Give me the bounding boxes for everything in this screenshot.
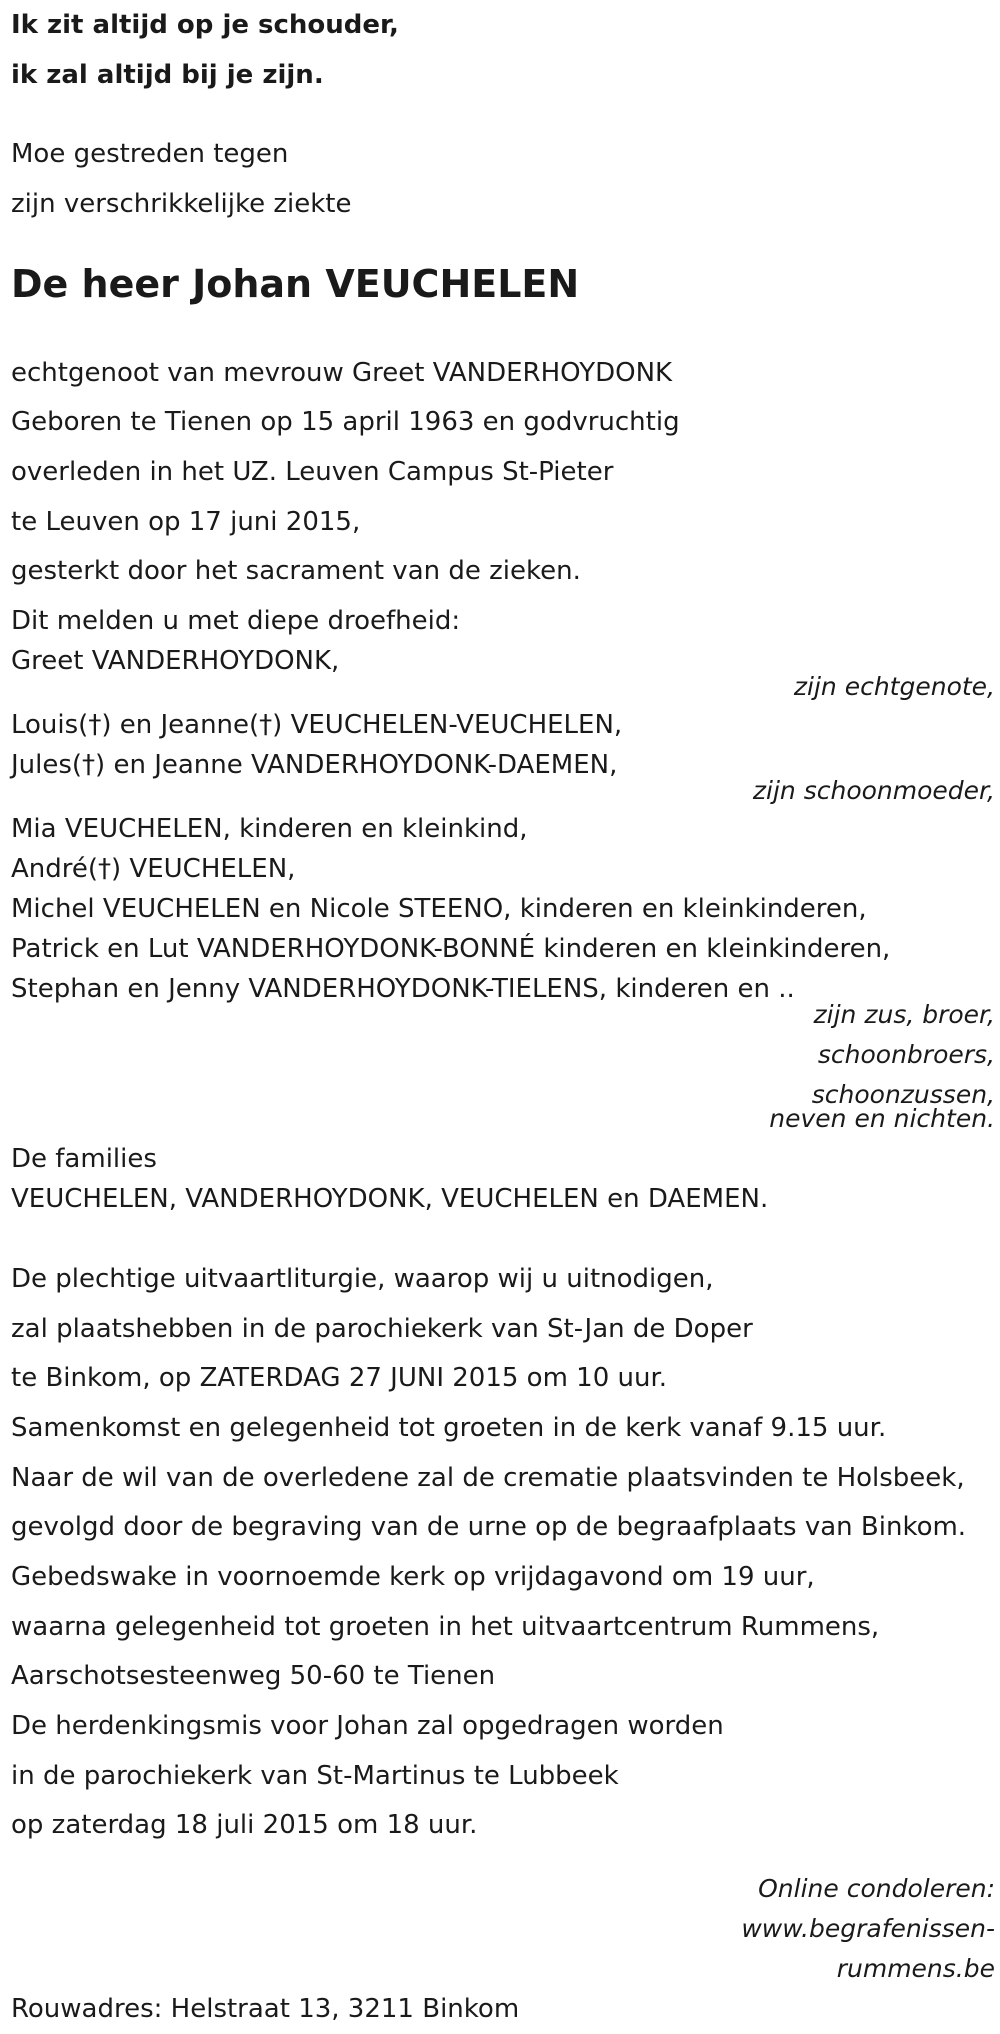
online-condolence-label: Online condoleren: xyxy=(758,1874,995,1903)
ceremony-line: gevolgd door de begraving van de urne op de begraafplaats van Binkom. xyxy=(11,1512,967,1542)
families-names: VEUCHELEN, VANDERHOYDONK, VEUCHELEN en DAEMEN. xyxy=(11,1184,769,1214)
mourner-sibling-line: Mia VEUCHELEN, kinderen en kleinkind, xyxy=(11,814,528,844)
mourner-inlaws-line-2: Jules(†) en Jeanne VANDERHOYDONK-DAEMEN, xyxy=(11,750,618,780)
mourner-sibling-relation: zijn zus, broer, xyxy=(813,1000,995,1029)
online-condolence-url[interactable]: www.begrafenissen- xyxy=(741,1914,995,1943)
detail-line: Dit melden u met diepe droefheid: xyxy=(11,606,461,636)
mourner-sibling-line: Michel VEUCHELEN en Nicole STEENO, kinderen en kleinkinderen, xyxy=(11,894,867,924)
mourner-sibling-line: André(†) VEUCHELEN, xyxy=(11,854,296,884)
ceremony-line: De plechtige uitvaartliturgie, waarop wij u uitnodigen, xyxy=(11,1264,714,1294)
detail-line: Geboren te Tienen op 15 april 1963 en godvruchtig xyxy=(11,407,680,437)
intro-line-1: Moe gestreden tegen xyxy=(11,139,289,169)
families-label: De families xyxy=(11,1144,157,1174)
detail-line: te Leuven op 17 juni 2015, xyxy=(11,507,361,537)
ceremony-line: Gebedswake in voornoemde kerk op vrijdagavond om 19 uur, xyxy=(11,1562,815,1592)
ceremony-line: Samenkomst en gelegenheid tot groeten in de kerk vanaf 9.15 uur. xyxy=(11,1413,887,1443)
ceremony-line: op zaterdag 18 juli 2015 om 18 uur. xyxy=(11,1810,478,1840)
ceremony-line: waarna gelegenheid tot groeten in het uitvaartcentrum Rummens, xyxy=(11,1612,880,1642)
ceremony-line: in de parochiekerk van St-Martinus te Lubbeek xyxy=(11,1761,619,1791)
mourner-sibling-line: Patrick en Lut VANDERHOYDONK-BONNÉ kinderen en kleinkinderen, xyxy=(11,934,891,964)
mourning-address: Rouwadres: Helstraat 13, 3211 Binkom xyxy=(11,1994,520,2024)
detail-line: echtgenoot van mevrouw Greet VANDERHOYDONK xyxy=(11,358,673,388)
quote-line-1: Ik zit altijd op je schouder, xyxy=(11,10,399,40)
mourner-inlaws-line-1: Louis(†) en Jeanne(†) VEUCHELEN-VEUCHELEN, xyxy=(11,710,623,740)
mourner-sibling-relation: schoonbroers, xyxy=(817,1040,995,1069)
mourner-sibling-line: Stephan en Jenny VANDERHOYDONK-TIELENS, kinderen en .. xyxy=(11,974,795,1004)
deceased-name: De heer Johan VEUCHELEN xyxy=(11,262,580,306)
ceremony-line: De herdenkingsmis voor Johan zal opgedragen worden xyxy=(11,1711,724,1741)
mourner-inlaws-relation: zijn schoonmoeder, xyxy=(752,776,995,805)
ceremony-line: Naar de wil van de overledene zal de crematie plaatsvinden te Holsbeek, xyxy=(11,1463,965,1493)
ceremony-line: Aarschotsesteenweg 50-60 te Tienen xyxy=(11,1661,496,1691)
mourner-spouse-name: Greet VANDERHOYDONK, xyxy=(11,646,340,676)
mourner-sibling-relation: neven en nichten. xyxy=(769,1104,995,1133)
detail-line: gesterkt door het sacrament van de zieken. xyxy=(11,556,581,586)
online-condolence-url[interactable]: rummens.be xyxy=(836,1954,995,1983)
ceremony-line: te Binkom, op ZATERDAG 27 JUNI 2015 om 10 uur. xyxy=(11,1363,668,1393)
mourner-sibling-relation: schoonzussen, xyxy=(811,1080,995,1109)
quote-line-2: ik zal altijd bij je zijn. xyxy=(11,60,324,90)
mourner-spouse-relation: zijn echtgenote, xyxy=(793,672,995,701)
ceremony-line: zal plaatshebben in de parochiekerk van St-Jan de Doper xyxy=(11,1314,753,1344)
intro-line-2: zijn verschrikkelijke ziekte xyxy=(11,189,352,219)
detail-line: overleden in het UZ. Leuven Campus St-Pieter xyxy=(11,457,614,487)
